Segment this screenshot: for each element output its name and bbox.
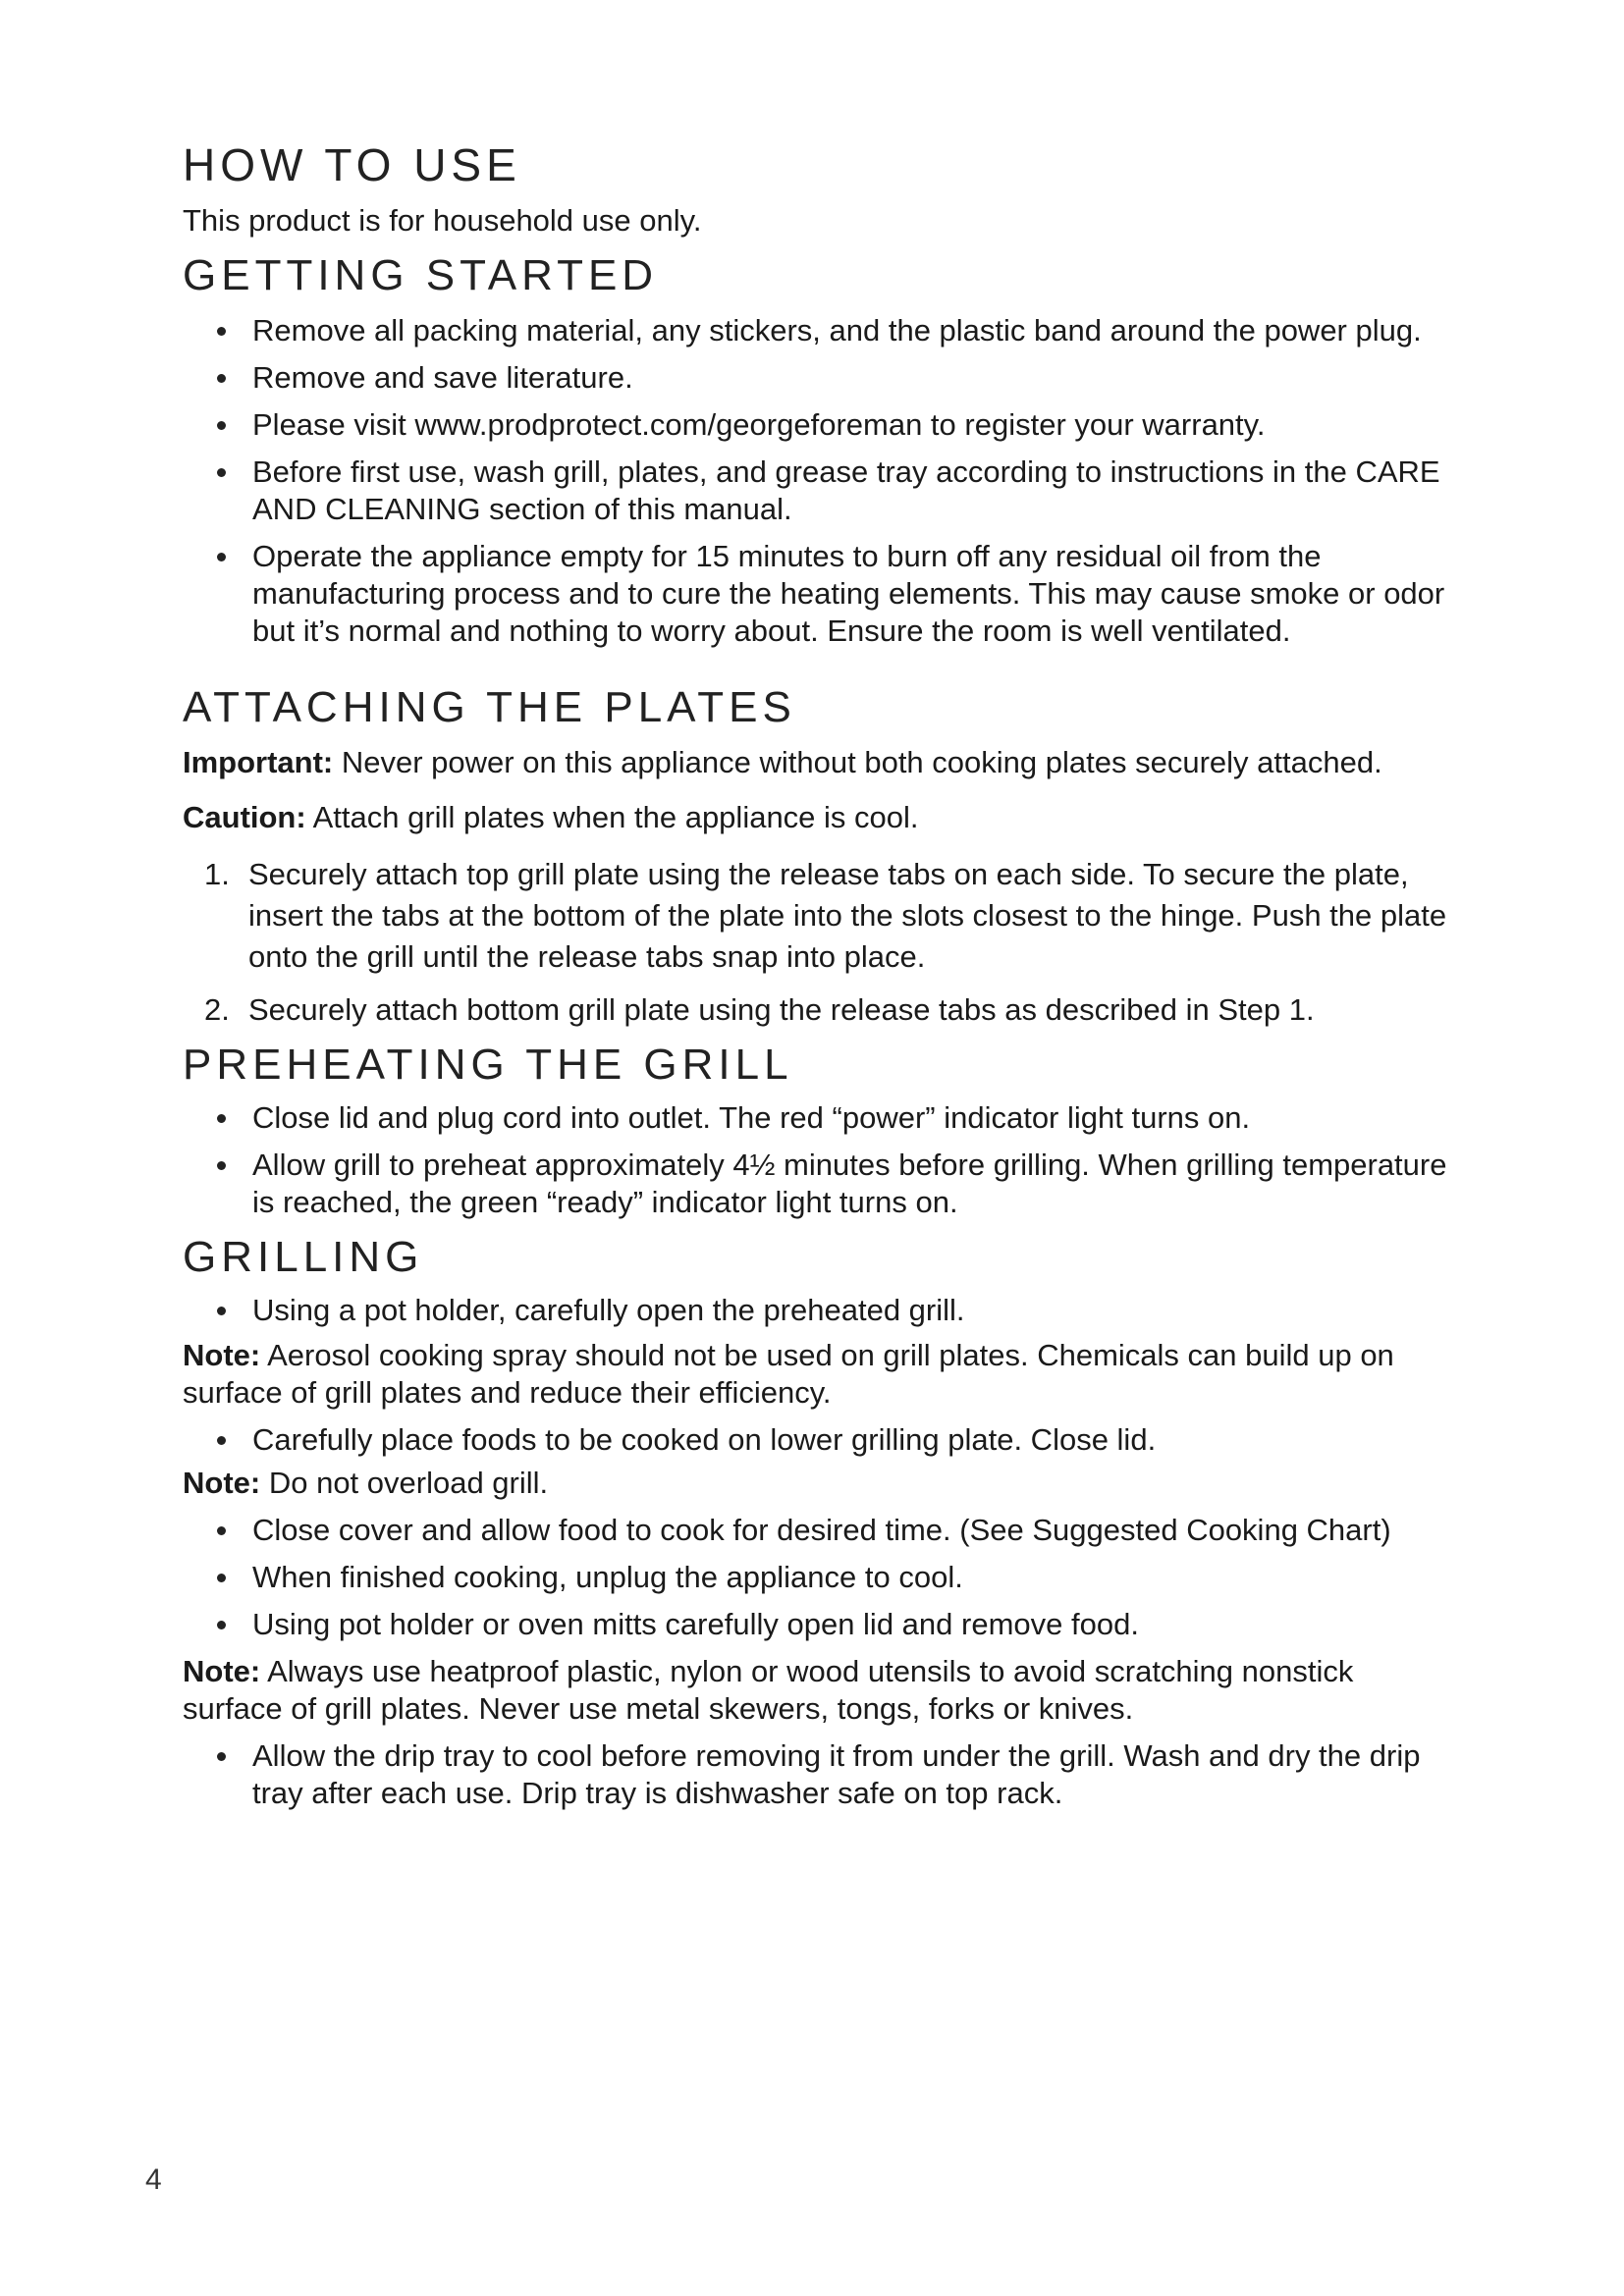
household-use-note: This product is for household use only. <box>183 203 702 238</box>
note-label: Note: <box>183 1654 261 1688</box>
grilling-list-1 <box>183 1292 1459 1329</box>
grilling-list-4 <box>183 1737 1459 1812</box>
list-item: Allow grill to preheat approximately 4½ minutes before grilling. When grilling temperature is reached, the green “ready” indicator light turns on. <box>183 1147 1459 1221</box>
list-item: Before first use, wash grill, plates, and grease tray according to instructions in the CARE AND CLEANING section of this manual. <box>183 454 1459 528</box>
grilling-list-3 <box>183 1512 1459 1643</box>
list-item: Remove and save literature. <box>183 359 1459 397</box>
note-text: Aerosol cooking spray should not be used on grill plates. Chemicals can build up on surface of grill plates and reduce their efficiency. <box>183 1338 1394 1410</box>
grilling-heading: GRILLING <box>183 1233 424 1281</box>
list-item: Remove all packing material, any stickers, and the plastic band around the power plug. <box>183 312 1459 349</box>
note-text: Do not overload grill. <box>260 1466 549 1500</box>
aerosol-note <box>183 1337 1459 1412</box>
note-text: Always use heatproof plastic, nylon or wood utensils to avoid scratching nonstick surface of grill plates. Never use metal skewers, tongs, forks or knives. <box>183 1654 1354 1726</box>
note-label: Note: <box>183 1466 261 1500</box>
overload-note <box>183 1465 1459 1502</box>
attaching-plates-heading: ATTACHING THE PLATES <box>183 683 796 731</box>
step-text: Securely attach bottom grill plate using the release tabs as described in Step 1. <box>248 992 1315 1027</box>
list-item: Carefully place foods to be cooked on lower grilling plate. Close lid. <box>183 1421 1459 1459</box>
list-item: Operate the appliance empty for 15 minutes to burn off any residual oil from the manufacturing process and to cure the heating elements. This may cause smoke or odor but it’s normal and nothing to worry about. Ensure the room is well ventilated. <box>183 538 1459 650</box>
step-number: 1. <box>204 857 230 891</box>
preheating-list <box>183 1099 1459 1221</box>
caution-text: Attach grill plates when the appliance is cool. <box>305 800 919 834</box>
grilling-list-2 <box>183 1421 1459 1459</box>
preheating-heading: PREHEATING THE GRILL <box>183 1041 793 1089</box>
list-item: Using a pot holder, carefully open the preheated grill. <box>183 1292 1459 1329</box>
list-item: Please visit www.prodprotect.com/georgeforeman to register your warranty. <box>183 406 1459 444</box>
getting-started-list <box>183 312 1459 650</box>
manual-page <box>183 137 1459 1812</box>
page-number: 4 <box>145 2163 162 2196</box>
getting-started-heading: GETTING STARTED <box>183 251 659 299</box>
caution-note <box>183 799 1459 836</box>
utensils-note <box>183 1653 1459 1728</box>
step-number: 2. <box>204 992 230 1027</box>
list-item: Close cover and allow food to cook for desired time. (See Suggested Cooking Chart) <box>183 1512 1459 1549</box>
attach-steps-list <box>183 854 1459 1031</box>
list-item: Allow the drip tray to cool before removing it from under the grill. Wash and dry the drip tray after each use. Drip tray is dishwasher safe on top rack. <box>183 1737 1459 1812</box>
list-item: Close lid and plug cord into outlet. The red “power” indicator light turns on. <box>183 1099 1459 1137</box>
step-text: Securely attach top grill plate using the release tabs on each side. To secure the plate, insert the tabs at the bottom of the plate into the slots closest to the hinge. Push the plate onto the grill until the release tabs snap into place. <box>248 857 1447 974</box>
list-item <box>183 854 1459 978</box>
list-item: Using pot holder or oven mitts carefully open lid and remove food. <box>183 1606 1459 1643</box>
caution-label: Caution: <box>183 800 306 834</box>
important-note <box>183 744 1459 781</box>
important-label: Important: <box>183 745 334 779</box>
how-to-use-heading: HOW TO USE <box>183 139 521 190</box>
list-item <box>183 989 1459 1031</box>
note-label: Note: <box>183 1338 261 1372</box>
important-text: Never power on this appliance without both cooking plates securely attached. <box>333 745 1382 779</box>
list-item: When finished cooking, unplug the appliance to cool. <box>183 1559 1459 1596</box>
